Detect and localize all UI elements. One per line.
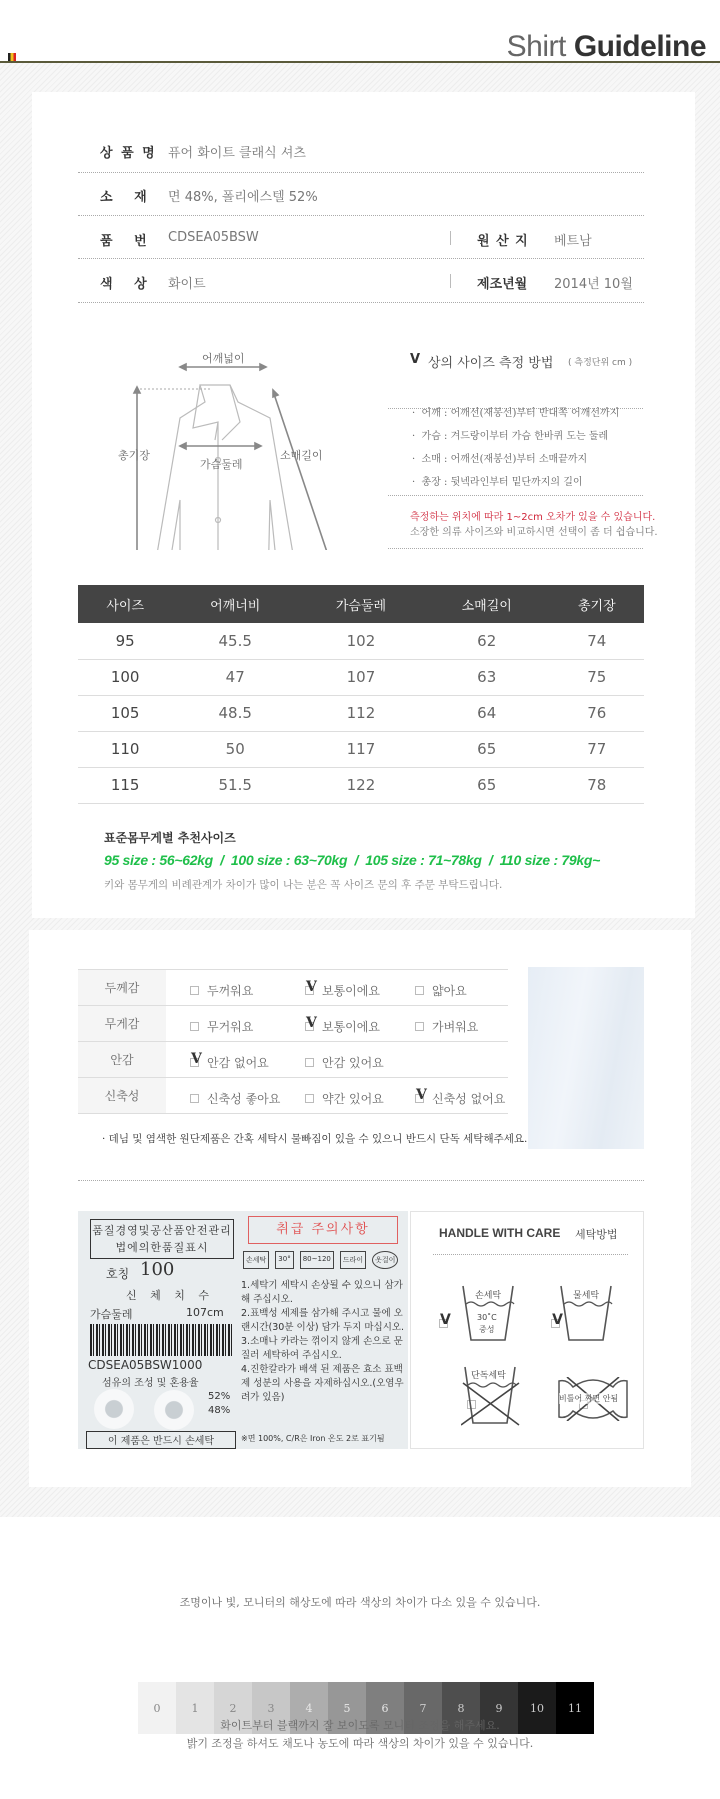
value-item-number: CDSEA05BSW — [168, 230, 259, 245]
option-label: 두꺼워요 — [207, 984, 254, 998]
button-image — [94, 1389, 134, 1429]
checkbox[interactable] — [190, 1022, 199, 1031]
fabric-option[interactable] — [415, 1090, 505, 1107]
checkbox[interactable] — [190, 986, 199, 995]
measure-item-text: 가슴 : 겨드랑이부터 가슴 한바퀴 도는 둘레 — [421, 431, 609, 442]
grayscale-swatch: 6 — [366, 1682, 404, 1734]
size-table-body — [78, 623, 644, 803]
button-image — [154, 1390, 194, 1430]
option-label: 안감 없어요 — [207, 1056, 269, 1070]
measure-list — [412, 400, 619, 494]
measure-item-text: 총장 : 뒷넥라인부터 밑단까지의 길이 — [421, 477, 583, 488]
checkbox[interactable] — [305, 1094, 314, 1103]
option-label: 무거워요 — [207, 1020, 254, 1034]
fabric-option[interactable] — [190, 1018, 253, 1035]
size-table — [78, 585, 644, 804]
option-label: 얇아요 — [432, 984, 467, 998]
size-row — [78, 623, 644, 659]
size-cell: 50 — [172, 731, 298, 767]
checkbox[interactable] — [305, 1058, 314, 1067]
size-cell: 78 — [550, 767, 644, 803]
measure-item: · 어깨 : 어깨선(재봉선)부터 반대쪽 어깨선까지 — [412, 408, 620, 419]
dry-clean-icon: 드라이 — [340, 1251, 366, 1269]
size-cell: 48.5 — [172, 695, 298, 731]
size-row — [78, 731, 644, 767]
care-subtitle: 세탁방법 — [575, 1228, 618, 1241]
grayscale-swatch: 5 — [328, 1682, 366, 1734]
checkbox[interactable] — [305, 986, 314, 995]
measure-item: · 가슴 : 겨드랑이부터 가슴 한바퀴 도는 둘레 — [412, 431, 609, 442]
measure-item-text: 소매 : 어깨선(재봉선)부터 소매끝까지 — [421, 454, 588, 465]
fabric-table — [78, 969, 508, 1114]
divider — [78, 1180, 644, 1181]
fabric-option[interactable] — [415, 982, 467, 999]
flag-icon — [8, 53, 16, 61]
fabric-options — [166, 1006, 508, 1042]
option-label: 신축성 좋아요 — [207, 1092, 281, 1106]
divider — [78, 215, 644, 216]
grayscale-swatch: 7 — [404, 1682, 442, 1734]
fabric-row — [78, 1078, 508, 1114]
divider — [78, 302, 644, 303]
label-code: CDSEA05BSW1000 — [88, 1358, 203, 1372]
hand-wash-icon: 손세탁 — [243, 1251, 269, 1269]
label-percent-1: 52% — [208, 1391, 231, 1402]
measure-note: 소장한 의류 사이즈와 비교하시면 선택이 좀 더 쉽습니다. — [410, 527, 658, 538]
label-care-icons — [243, 1251, 398, 1269]
checkbox[interactable] — [415, 986, 424, 995]
option-label: 안감 있어요 — [322, 1056, 384, 1070]
separator — [450, 274, 451, 288]
fabric-table-body — [78, 970, 508, 1114]
divider — [433, 1254, 628, 1255]
size-cell: 63 — [424, 659, 550, 695]
grayscale-swatch: 11 — [556, 1682, 594, 1734]
fabric-option[interactable] — [190, 1054, 269, 1071]
size-cell: 105 — [78, 695, 172, 731]
care-label-photo — [78, 1211, 408, 1449]
label-body-size: 신 체 치 수 — [126, 1289, 214, 1302]
measure-unit: ( 측정단위 cm ) — [568, 358, 633, 368]
hand-wash-detergent: 중성 — [479, 1325, 495, 1334]
care-line: 4.진한칼라가 배색 된 제품은 효소 표백제 성분의 사용을 자제하십시오.(오염우려가 있음) — [241, 1364, 404, 1403]
measure-item: · 소매 : 어깨선(재봉선)부터 소매끝까지 — [412, 454, 588, 465]
grayscale-swatch: 4 — [290, 1682, 328, 1734]
fabric-options — [166, 1078, 508, 1114]
fabric-row — [78, 1042, 508, 1078]
value-origin: 베트남 — [554, 234, 592, 249]
monitor-guide-1: 화이트부터 블랙까지 잘 보이도록 모니터 조정을 해주세요. — [220, 1719, 500, 1732]
size-cell: 112 — [298, 695, 424, 731]
option-label: 약간 있어요 — [322, 1092, 384, 1106]
grayscale-swatch: 2 — [214, 1682, 252, 1734]
fabric-options — [166, 1042, 508, 1078]
option-label: 신축성 없어요 — [432, 1092, 506, 1106]
barcode — [90, 1324, 234, 1356]
checkbox[interactable] — [415, 1022, 424, 1031]
shirt-diagram — [100, 340, 360, 550]
size-cell: 110 — [78, 731, 172, 767]
label-item-number: 품 번 — [100, 234, 149, 249]
col-sleeve: 소매길이 — [424, 585, 550, 623]
label-shoulder: 어깨넓이 — [202, 352, 245, 365]
divider — [78, 258, 644, 259]
label-footer: ※면 100%, C/R은 Iron 온도 2로 표기됨 — [241, 1434, 385, 1443]
hand-wash-label: 손세탁 — [475, 1291, 502, 1301]
label-origin: 원 산 지 — [477, 234, 529, 249]
fabric-option[interactable] — [305, 982, 380, 999]
hand-wash-checkbox[interactable] — [439, 1319, 448, 1328]
water-wash-label: 물세탁 — [573, 1291, 600, 1301]
measure-check-icon: V — [410, 352, 421, 367]
size-cell: 76 — [550, 695, 644, 731]
divider — [388, 548, 643, 549]
fabric-row-label: 안감 — [78, 1042, 166, 1078]
option-label: 가벼워요 — [432, 1020, 479, 1034]
col-size: 사이즈 — [78, 585, 172, 623]
size-cell: 65 — [424, 731, 550, 767]
label-manufacture-date: 제조년월 — [477, 277, 528, 292]
fabric-option[interactable] — [305, 1018, 380, 1035]
handle-with-care-panel — [410, 1211, 644, 1449]
size-cell: 62 — [424, 623, 550, 659]
size-cell: 51.5 — [172, 767, 298, 803]
separator — [450, 231, 451, 245]
label-notice: 이 제품은 반드시 손세탁 — [86, 1431, 236, 1449]
fabric-options — [166, 970, 508, 1006]
checkbox[interactable] — [190, 1094, 199, 1103]
grayscale-swatch: 1 — [176, 1682, 214, 1734]
care-line: 1.세탁기 세탁시 손상될 수 있으니 삼가해 주십시오. — [241, 1280, 403, 1305]
grayscale-swatch: 0 — [138, 1682, 176, 1734]
col-length: 총기장 — [550, 585, 644, 623]
checkbox[interactable] — [190, 1058, 199, 1067]
fabric-row — [78, 1006, 508, 1042]
size-cell: 107 — [298, 659, 424, 695]
size-cell: 117 — [298, 731, 424, 767]
measure-warning: 측정하는 위치에 따라 1~2cm 오차가 있을 수 있습니다. — [410, 512, 656, 523]
size-cell: 75 — [550, 659, 644, 695]
label-color: 색 상 — [100, 277, 149, 292]
size-row — [78, 695, 644, 731]
fabric-swatch-image — [528, 967, 644, 1149]
col-chest: 가슴둘레 — [298, 585, 424, 623]
fabric-option[interactable] — [190, 982, 253, 999]
divider — [78, 172, 644, 173]
checkbox[interactable] — [305, 1022, 314, 1031]
label-product-name: 상 품 명 — [100, 146, 157, 161]
size-row — [78, 767, 644, 803]
fabric-option[interactable] — [305, 1090, 384, 1107]
fabric-option[interactable] — [190, 1090, 280, 1107]
label-percent-2: 48% — [208, 1405, 231, 1416]
title-bold: Guideline — [573, 30, 706, 63]
size-cell: 100 — [78, 659, 172, 695]
monitor-guide-2: 밝기 조정을 하셔도 채도나 농도에 따라 색상의 차이가 있을 수 있습니다. — [186, 1737, 534, 1750]
fabric-row-label: 신축성 — [78, 1078, 166, 1114]
size-cell: 65 — [424, 767, 550, 803]
fabric-option[interactable] — [415, 1018, 478, 1035]
size-cell: 47 — [172, 659, 298, 695]
option-label: 보통이에요 — [322, 984, 380, 998]
label-care-lines — [241, 1279, 406, 1405]
fabric-note: · 데님 및 염색한 원단제품은 간혹 세탁시 물빠짐이 있을 수 있으니 반드시 단독 세탁해주세요. — [102, 1133, 528, 1145]
no-bleach-icon: 30° — [275, 1251, 293, 1269]
divider — [388, 495, 643, 496]
value-manufacture-date: 2014년 10월 — [554, 277, 633, 292]
label-sleeve: 소매길이 — [280, 449, 323, 462]
recommend-sizes: 95 size : 56~62kg / 100 size : 63~70kg / 105 size : 71~78kg / 110 size : 79kg~ — [104, 852, 600, 868]
size-cell: 45.5 — [172, 623, 298, 659]
label-quality-box: 품질경영및공산품안전관리법에의한품질표시 — [90, 1219, 234, 1259]
fabric-row-label: 무게감 — [78, 1006, 166, 1042]
value-color: 화이트 — [168, 277, 206, 292]
value-material: 면 48%, 폴리에스텔 52% — [168, 190, 318, 205]
monitor-notice: 조명이나 빛, 모니터의 해상도에 따라 색상의 차이가 다소 있을 수 있습니다. — [179, 1596, 541, 1609]
label-material: 소 재 — [100, 190, 149, 205]
size-cell: 115 — [78, 767, 172, 803]
size-cell: 64 — [424, 695, 550, 731]
hand-wash-temp: 30˚C — [477, 1313, 497, 1322]
no-wring-label: 비틀어 짜면 안됨 — [559, 1394, 619, 1403]
page-title — [507, 30, 706, 64]
grayscale-swatch: 9 — [480, 1682, 518, 1734]
label-size-label: 호칭 — [106, 1267, 130, 1281]
fabric-option[interactable] — [305, 1054, 384, 1071]
size-table-header — [78, 585, 644, 623]
measure-item: · 총장 : 뒷넥라인부터 밑단까지의 길이 — [412, 477, 583, 488]
label-size: 100 — [140, 1259, 175, 1280]
option-label: 보통이에요 — [322, 1020, 380, 1034]
care-title: HANDLE WITH CARE — [439, 1226, 561, 1240]
iron-icon: 80~120 — [300, 1251, 334, 1269]
hang-dry-icon: 옷걸이 — [372, 1251, 398, 1269]
recommend-title: 표준몸무게별 추천사이즈 — [104, 831, 236, 845]
size-cell: 74 — [550, 623, 644, 659]
grayscale-swatch: 10 — [518, 1682, 556, 1734]
label-composition: 섬유의 조성 및 혼용율 — [102, 1378, 199, 1389]
size-cell: 122 — [298, 767, 424, 803]
col-shoulder: 어깨너비 — [172, 585, 298, 623]
recommend-note: 키와 몸무게의 비례관계가 차이가 많이 나는 분은 꼭 사이즈 문의 후 주문 부탁드립니다. — [104, 879, 503, 891]
label-chest: 가슴둘레 — [200, 458, 243, 471]
title-light: Shirt — [506, 30, 566, 63]
size-cell: 95 — [78, 623, 172, 659]
size-cell: 102 — [298, 623, 424, 659]
measure-item-text: 어깨 : 어깨선(재봉선)부터 반대쪽 어깨선까지 — [421, 408, 620, 419]
size-cell: 77 — [550, 731, 644, 767]
label-care-title: 취급 주의사항 — [248, 1216, 398, 1244]
fabric-row — [78, 970, 508, 1006]
label-chest: 가슴둘레 — [90, 1308, 133, 1321]
checkbox[interactable] — [415, 1094, 424, 1103]
grayscale-swatch: 3 — [252, 1682, 290, 1734]
label-chest-value: 107cm — [186, 1306, 224, 1319]
care-line: 3.소매나 카라는 꺾이지 않게 손으로 문질러 세탁하여 주십시오. — [241, 1336, 403, 1361]
care-line: 2.표백성 세제를 삼가해 주시고 물에 오랜시간(30분 이상) 담가 두지 마십시오. — [241, 1308, 405, 1333]
value-product-name: 퓨어 화이트 클래식 셔츠 — [168, 146, 306, 161]
fabric-row-label: 두께감 — [78, 970, 166, 1006]
size-row — [78, 659, 644, 695]
label-length: 총기장 — [118, 449, 150, 462]
measure-title: 상의 사이즈 측정 방법 — [428, 356, 554, 371]
grayscale-swatch: 8 — [442, 1682, 480, 1734]
separate-wash-label: 단독세탁 — [471, 1371, 506, 1381]
